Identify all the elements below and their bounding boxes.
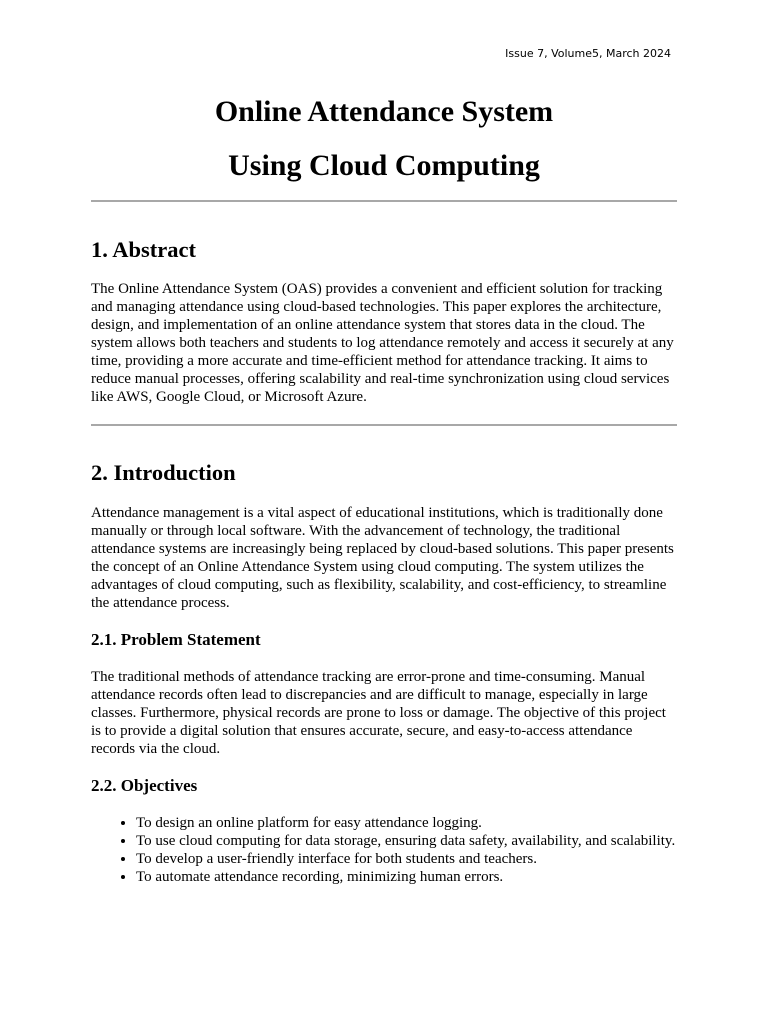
objectives-list [91,814,677,886]
objective-item: • To develop a user-friendly interface for both students and teachers. [136,850,677,868]
objective-item: • To design an online platform for easy attendance logging. [136,814,677,832]
divider [91,200,677,202]
title-line-1: Online Attendance System [214,95,554,128]
introduction-section [91,459,677,886]
title-line-2: Using Cloud Computing [228,149,540,182]
abstract-text: The Online Attendance System (OAS) provides a convenient and efficient solution for tracking and managing attendance using cloud-based technologies. This paper explores the architecture, design, and implementation of an online attendance system that stores data in the cloud. The system allows both teachers and students to log attendance remotely and access it securely at any time, providing a more accurate and time-efficient method for attendance tracking. It aims to reduce manual processes, offering scalability and real-time synchronization using cloud services like AWS, Google Cloud, or Microsoft Azure. [91,281,674,405]
section-heading-abstract: 1. Abstract [91,237,196,262]
problem-statement-text: The traditional methods of attendance tracking are error-prone and time-consuming. Manual attendance records often lead to discrepancies and are difficult to manage, especially in large classes. Furthermore, physical records are prone to loss or damage. The objective of this project is to provide a digital solution that ensures accurate, secure, and easy-to-access attendance records via the cloud. [91,669,666,757]
issue-info: Issue 7, Volume5, March 2024 [505,47,671,60]
abstract-section [91,236,677,406]
subsection-heading-problem-statement: 2.1. Problem Statement [91,630,261,649]
section-heading-introduction: 2. Introduction [91,460,236,485]
problem-statement-subsection [91,629,677,758]
objective-item: • To automate attendance recording, minimizing human errors. [136,868,677,886]
objective-item: • To use cloud computing for data storage, ensuring data safety, availability, and scalability. [136,832,677,850]
objectives-subsection [91,775,677,886]
subsection-heading-objectives: 2.2. Objectives [91,776,198,795]
introduction-text: Attendance management is a vital aspect of educational institutions, which is traditionally done manually or through local software. With the advancement of technology, the traditional attendance systems are increasingly being replaced by cloud-based solutions. This paper presents the concept of an Online Attendance System using cloud computing. The system utilizes the advantages of cloud computing, such as flexibility, scalability, and cost-efficiency, to streamline the attendance process. [91,505,674,611]
paper-title [91,85,677,193]
paper-content [91,85,677,886]
divider [91,424,677,426]
